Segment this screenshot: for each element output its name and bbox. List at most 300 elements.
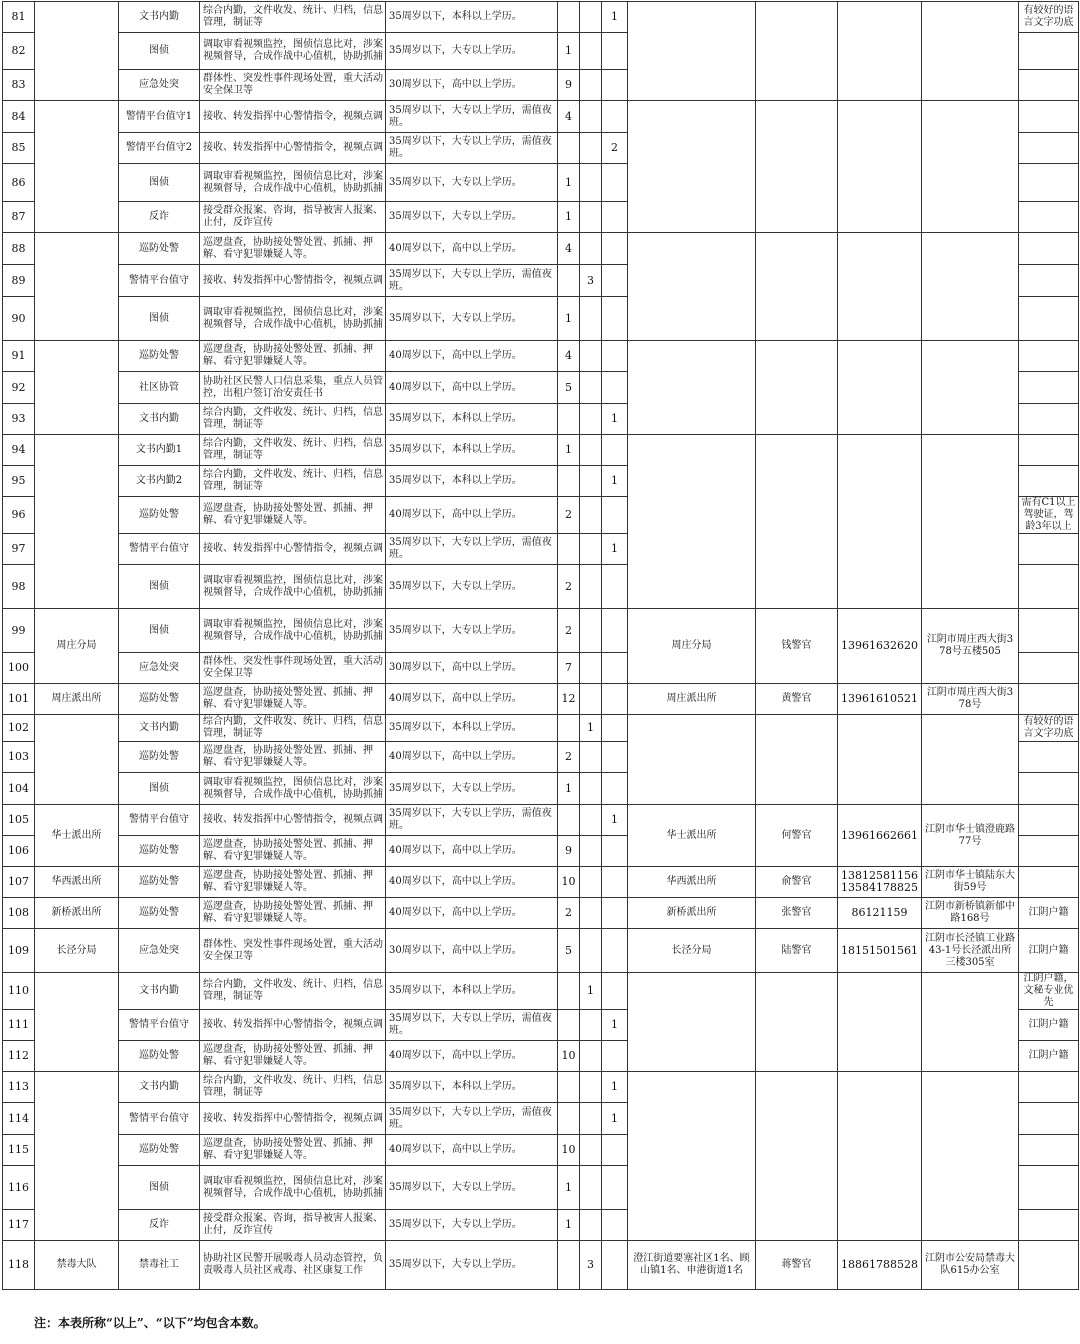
quantity-cell: 5 (558, 929, 580, 973)
post-cell: 警情平台值守 (119, 1103, 200, 1135)
row-number: 103 (3, 742, 35, 773)
phone-cell (838, 101, 922, 233)
requirement-cell: 30周岁以下，高中以上学历。 (386, 929, 558, 973)
requirement-cell: 35周岁以下，大专以上学历，需值夜班。 (386, 534, 558, 565)
quantity-cell: 2 (558, 497, 580, 534)
row-number: 100 (3, 653, 35, 684)
post-cell: 巡防处警 (119, 1041, 200, 1072)
post-cell: 图侦 (119, 1166, 200, 1210)
duty-cell: 群体性、突发性事件现场处置，重大活动安全保卫等 (200, 70, 386, 101)
requirement-cell: 40周岁以下，高中以上学历。 (386, 233, 558, 265)
contact-unit-cell (628, 973, 756, 1072)
officer-cell (756, 973, 838, 1072)
quantity-cell (602, 202, 628, 233)
post-cell: 文书内勤2 (119, 466, 200, 497)
quantity-cell: 2 (602, 133, 628, 164)
quantity-cell (580, 164, 602, 202)
quantity-cell (602, 836, 628, 867)
address-cell (922, 435, 1019, 609)
row-number: 107 (3, 867, 35, 898)
post-cell: 应急处突 (119, 653, 200, 684)
note-cell (1019, 565, 1079, 609)
note-cell (1019, 341, 1079, 372)
row-number: 110 (3, 973, 35, 1010)
quantity-cell (558, 534, 580, 565)
quantity-cell (580, 929, 602, 973)
quantity-cell (602, 33, 628, 70)
post-cell: 警情平台值守 (119, 805, 200, 836)
duty-cell: 群体性、突发性事件现场处置，重大活动安全保卫等 (200, 929, 386, 973)
duty-cell: 调取审看视频监控，图侦信息比对，涉案视频督导，合成作战中心值机，协助抓捕 (200, 1166, 386, 1210)
unit-cell (35, 435, 119, 609)
post-cell: 巡防处警 (119, 341, 200, 372)
quantity-cell: 2 (558, 609, 580, 653)
duty-cell: 接收、转发指挥中心警情指令，视频点调 (200, 805, 386, 836)
requirement-cell: 35周岁以下，大专以上学历。 (386, 297, 558, 341)
unit-cell (35, 1072, 119, 1241)
row-number: 105 (3, 805, 35, 836)
contact-unit-cell: 周庄派出所 (628, 684, 756, 715)
note-cell (1019, 297, 1079, 341)
address-cell: 江阴市公安局禁毒大队615办公室 (922, 1241, 1019, 1290)
quantity-cell (580, 1041, 602, 1072)
quantity-cell: 1 (558, 297, 580, 341)
unit-cell: 华士派出所 (35, 805, 119, 867)
table-row (3, 1072, 1079, 1103)
quantity-cell: 4 (558, 101, 580, 133)
duty-cell: 调取审看视频监控，图侦信息比对，涉案视频督导，合成作战中心值机，协助抓捕 (200, 164, 386, 202)
post-cell: 警情平台值守 (119, 1010, 200, 1041)
officer-cell: 钱警官 (756, 609, 838, 684)
quantity-cell (602, 684, 628, 715)
requirement-cell: 40周岁以下，高中以上学历。 (386, 836, 558, 867)
quantity-cell (580, 805, 602, 836)
note-cell (1019, 1103, 1079, 1135)
phone-cell: 86121159 (838, 898, 922, 929)
quantity-cell (602, 265, 628, 297)
note-cell: 江阴户籍 (1019, 929, 1079, 973)
row-number: 89 (3, 265, 35, 297)
row-number: 104 (3, 773, 35, 805)
table-row (3, 929, 1079, 973)
requirement-cell: 35周岁以下，大专以上学历，需值夜班。 (386, 265, 558, 297)
quantity-cell (558, 805, 580, 836)
contact-unit-cell: 周庄分局 (628, 609, 756, 684)
requirement-cell: 35周岁以下，大专以上学历。 (386, 773, 558, 805)
duty-cell: 综合内勤，文件收发、统计、归档，信息管理，制证等 (200, 2, 386, 33)
note-cell: 需有C1以上驾驶证，驾龄3年以上 (1019, 497, 1079, 534)
quantity-cell: 1 (558, 164, 580, 202)
row-number: 84 (3, 101, 35, 133)
phone-cell (838, 973, 922, 1072)
phone-cell: 13961662661 (838, 805, 922, 867)
quantity-cell (602, 70, 628, 101)
phone-cell (838, 435, 922, 609)
quantity-cell (580, 297, 602, 341)
contact-unit-cell (628, 101, 756, 233)
quantity-cell (602, 898, 628, 929)
note-cell (1019, 466, 1079, 497)
quantity-cell (602, 497, 628, 534)
quantity-cell: 1 (602, 404, 628, 435)
note-cell (1019, 1072, 1079, 1103)
row-number: 93 (3, 404, 35, 435)
quantity-cell (602, 1135, 628, 1166)
row-number: 114 (3, 1103, 35, 1135)
duty-cell: 接收、转发指挥中心警情指令，视频点调 (200, 534, 386, 565)
post-cell: 文书内勤1 (119, 435, 200, 466)
table-row (3, 867, 1079, 898)
quantity-cell (580, 233, 602, 265)
quantity-cell: 1 (558, 33, 580, 70)
row-number: 91 (3, 341, 35, 372)
note-cell (1019, 684, 1079, 715)
quantity-cell (580, 867, 602, 898)
quantity-cell (580, 836, 602, 867)
quantity-cell: 1 (558, 435, 580, 466)
address-cell: 江阴市华士镇陆东大街59号 (922, 867, 1019, 898)
post-cell: 警情平台值守 (119, 534, 200, 565)
requirement-cell: 35周岁以下，大专以上学历。 (386, 609, 558, 653)
post-cell: 巡防处警 (119, 867, 200, 898)
note-cell (1019, 133, 1079, 164)
duty-cell: 调取审看视频监控，图侦信息比对，涉案视频督导，合成作战中心值机，协助抓捕 (200, 609, 386, 653)
quantity-cell: 1 (602, 534, 628, 565)
contact-unit-cell (628, 435, 756, 609)
row-number: 118 (3, 1241, 35, 1290)
row-number: 83 (3, 70, 35, 101)
note-cell: 有较好的语言文字功底 (1019, 2, 1079, 33)
post-cell: 巡防处警 (119, 898, 200, 929)
post-cell: 社区协管 (119, 372, 200, 404)
contact-unit-cell: 新桥派出所 (628, 898, 756, 929)
post-cell: 警情平台值守2 (119, 133, 200, 164)
officer-cell (756, 1072, 838, 1241)
table-body (3, 2, 1079, 1290)
requirement-cell: 40周岁以下，高中以上学历。 (386, 867, 558, 898)
post-cell: 巡防处警 (119, 233, 200, 265)
phone-cell: 18861788528 (838, 1241, 922, 1290)
note-cell (1019, 233, 1079, 265)
note-cell (1019, 653, 1079, 684)
table-row (3, 684, 1079, 715)
duty-cell: 接受群众报案、咨询，指导被害人报案、止付，反诈宣传 (200, 1210, 386, 1241)
unit-cell (35, 2, 119, 101)
row-number: 97 (3, 534, 35, 565)
post-cell: 文书内勤 (119, 715, 200, 742)
quantity-cell: 2 (558, 898, 580, 929)
table-row (3, 1241, 1079, 1290)
address-cell: 江阴市周庄西大街378号 (922, 684, 1019, 715)
duty-cell: 综合内勤，文件收发、统计、归档，信息管理，制证等 (200, 404, 386, 435)
duty-cell: 协助社区民警开展吸毒人员动态管控，负责吸毒人员社区戒毒、社区康复工作 (200, 1241, 386, 1290)
quantity-cell: 1 (558, 773, 580, 805)
post-cell: 反诈 (119, 202, 200, 233)
row-number: 117 (3, 1210, 35, 1241)
requirement-cell: 30周岁以下，高中以上学历。 (386, 653, 558, 684)
note-cell (1019, 742, 1079, 773)
requirement-cell: 35周岁以下，大专以上学历。 (386, 565, 558, 609)
phone-cell (838, 1072, 922, 1241)
contact-unit-cell (628, 2, 756, 101)
table-row (3, 805, 1079, 836)
row-number: 87 (3, 202, 35, 233)
note-cell (1019, 1241, 1079, 1290)
quantity-cell (580, 1135, 602, 1166)
post-cell: 巡防处警 (119, 497, 200, 534)
note-cell (1019, 164, 1079, 202)
quantity-cell: 1 (602, 1010, 628, 1041)
requirement-cell: 40周岁以下，高中以上学历。 (386, 1135, 558, 1166)
address-cell (922, 1072, 1019, 1241)
unit-cell: 长泾分局 (35, 929, 119, 973)
table-row (3, 341, 1079, 372)
quantity-cell (580, 2, 602, 33)
row-number: 109 (3, 929, 35, 973)
quantity-cell: 12 (558, 684, 580, 715)
requirement-cell: 35周岁以下，本科以上学历。 (386, 466, 558, 497)
quantity-cell (558, 1072, 580, 1103)
quantity-cell (558, 265, 580, 297)
phone-cell (838, 715, 922, 805)
row-number: 94 (3, 435, 35, 466)
quantity-cell (580, 898, 602, 929)
phone-cell (838, 233, 922, 341)
contact-unit-cell: 华西派出所 (628, 867, 756, 898)
quantity-cell (602, 929, 628, 973)
address-cell (922, 715, 1019, 805)
row-number: 99 (3, 609, 35, 653)
recruitment-table (2, 1, 1079, 1290)
row-number: 90 (3, 297, 35, 341)
requirement-cell: 35周岁以下，大专以上学历，需值夜班。 (386, 1103, 558, 1135)
post-cell: 图侦 (119, 33, 200, 70)
officer-cell: 何警官 (756, 805, 838, 867)
note-cell (1019, 202, 1079, 233)
officer-cell (756, 715, 838, 805)
unit-cell (35, 101, 119, 233)
quantity-cell: 3 (580, 1241, 602, 1290)
address-cell: 江阴市新桥镇新郁中路168号 (922, 898, 1019, 929)
unit-cell: 新桥派出所 (35, 898, 119, 929)
quantity-cell: 1 (580, 973, 602, 1010)
table-row (3, 609, 1079, 653)
phone-cell (838, 341, 922, 435)
post-cell: 巡防处警 (119, 836, 200, 867)
note-cell (1019, 867, 1079, 898)
quantity-cell: 4 (558, 341, 580, 372)
quantity-cell (580, 404, 602, 435)
duty-cell: 巡逻盘查，协助接处警处置、抓捕、押解、看守犯罪嫌疑人等。 (200, 742, 386, 773)
officer-cell: 张警官 (756, 898, 838, 929)
quantity-cell: 1 (602, 805, 628, 836)
unit-cell: 禁毒大队 (35, 1241, 119, 1290)
quantity-cell: 10 (558, 1135, 580, 1166)
requirement-cell: 35周岁以下，大专以上学历。 (386, 33, 558, 70)
post-cell: 应急处突 (119, 70, 200, 101)
requirement-cell: 35周岁以下，大专以上学历。 (386, 1166, 558, 1210)
quantity-cell (602, 715, 628, 742)
quantity-cell (558, 404, 580, 435)
quantity-cell: 5 (558, 372, 580, 404)
requirement-cell: 40周岁以下，高中以上学历。 (386, 372, 558, 404)
quantity-cell (580, 33, 602, 70)
post-cell: 巡防处警 (119, 742, 200, 773)
duty-cell: 巡逻盘查，协助接处警处置、抓捕、押解、看守犯罪嫌疑人等。 (200, 341, 386, 372)
quantity-cell (580, 565, 602, 609)
quantity-cell: 1 (558, 1210, 580, 1241)
officer-cell (756, 2, 838, 101)
row-number: 112 (3, 1041, 35, 1072)
duty-cell: 巡逻盘查，协助接处警处置、抓捕、押解、看守犯罪嫌疑人等。 (200, 497, 386, 534)
row-number: 116 (3, 1166, 35, 1210)
duty-cell: 巡逻盘查，协助接处警处置、抓捕、押解、看守犯罪嫌疑人等。 (200, 684, 386, 715)
row-number: 98 (3, 565, 35, 609)
duty-cell: 群体性、突发性事件现场处置，重大活动安全保卫等 (200, 653, 386, 684)
quantity-cell (602, 653, 628, 684)
duty-cell: 综合内勤，文件收发、统计、归档，信息管理，制证等 (200, 466, 386, 497)
row-number: 88 (3, 233, 35, 265)
post-cell: 反诈 (119, 1210, 200, 1241)
quantity-cell (602, 435, 628, 466)
requirement-cell: 35周岁以下，大专以上学历，需值夜班。 (386, 101, 558, 133)
requirement-cell: 35周岁以下，本科以上学历。 (386, 435, 558, 466)
requirement-cell: 40周岁以下，高中以上学历。 (386, 341, 558, 372)
requirement-cell: 40周岁以下，高中以上学历。 (386, 1041, 558, 1072)
officer-cell: 蒋警官 (756, 1241, 838, 1290)
note-cell (1019, 101, 1079, 133)
post-cell: 警情平台值守 (119, 265, 200, 297)
officer-cell: 黄警官 (756, 684, 838, 715)
address-cell (922, 233, 1019, 341)
quantity-cell (580, 497, 602, 534)
quantity-cell (602, 372, 628, 404)
quantity-cell (580, 202, 602, 233)
quantity-cell (580, 1072, 602, 1103)
unit-cell: 周庄分局 (35, 609, 119, 684)
footnote: 注：本表所称“以上”、“以下”均包含本数。 (34, 1316, 266, 1330)
officer-cell: 俞警官 (756, 867, 838, 898)
note-cell (1019, 70, 1079, 101)
row-number: 108 (3, 898, 35, 929)
quantity-cell (602, 1041, 628, 1072)
officer-cell (756, 435, 838, 609)
quantity-cell (602, 341, 628, 372)
note-cell (1019, 1135, 1079, 1166)
quantity-cell (602, 609, 628, 653)
quantity-cell (580, 534, 602, 565)
requirement-cell: 35周岁以下，大专以上学历。 (386, 1210, 558, 1241)
quantity-cell (580, 1010, 602, 1041)
address-cell: 江阴市周庄西大街378号五楼505 (922, 609, 1019, 684)
requirement-cell: 40周岁以下，高中以上学历。 (386, 684, 558, 715)
duty-cell: 巡逻盘查，协助接处警处置、抓捕、押解、看守犯罪嫌疑人等。 (200, 233, 386, 265)
unit-cell (35, 341, 119, 435)
quantity-cell (602, 233, 628, 265)
unit-cell: 周庄派出所 (35, 684, 119, 715)
requirement-cell: 35周岁以下，大专以上学历，需值夜班。 (386, 1010, 558, 1041)
duty-cell: 接收、转发指挥中心警情指令，视频点调 (200, 133, 386, 164)
quantity-cell (580, 1210, 602, 1241)
note-cell: 江阴户籍 (1019, 898, 1079, 929)
quantity-cell (558, 133, 580, 164)
row-number: 85 (3, 133, 35, 164)
note-cell: 江阴户籍 (1019, 1041, 1079, 1072)
quantity-cell: 2 (558, 565, 580, 609)
quantity-cell: 9 (558, 70, 580, 101)
row-number: 101 (3, 684, 35, 715)
row-number: 102 (3, 715, 35, 742)
row-number: 81 (3, 2, 35, 33)
unit-cell (35, 233, 119, 341)
requirement-cell: 35周岁以下，本科以上学历。 (386, 2, 558, 33)
note-cell (1019, 404, 1079, 435)
quantity-cell (602, 973, 628, 1010)
note-cell (1019, 265, 1079, 297)
note-cell (1019, 372, 1079, 404)
quantity-cell (558, 715, 580, 742)
quantity-cell: 3 (580, 265, 602, 297)
duty-cell: 接收、转发指挥中心警情指令，视频点调 (200, 265, 386, 297)
requirement-cell: 35周岁以下，大专以上学历。 (386, 1241, 558, 1290)
post-cell: 文书内勤 (119, 973, 200, 1010)
post-cell: 图侦 (119, 565, 200, 609)
officer-cell (756, 341, 838, 435)
post-cell: 图侦 (119, 297, 200, 341)
row-number: 95 (3, 466, 35, 497)
quantity-cell (602, 565, 628, 609)
quantity-cell (580, 742, 602, 773)
duty-cell: 综合内勤，文件收发、统计、归档，信息管理，制证等 (200, 715, 386, 742)
quantity-cell (558, 973, 580, 1010)
note-cell (1019, 534, 1079, 565)
duty-cell: 调取审看视频监控，图侦信息比对，涉案视频督导，合成作战中心值机，协助抓捕 (200, 33, 386, 70)
requirement-cell: 30周岁以下，高中以上学历。 (386, 70, 558, 101)
duty-cell: 协助社区民警人口信息采集，重点人员管控，出租户签订治安责任书 (200, 372, 386, 404)
quantity-cell (580, 1166, 602, 1210)
contact-unit-cell (628, 715, 756, 805)
post-cell: 文书内勤 (119, 404, 200, 435)
officer-cell (756, 101, 838, 233)
post-cell: 应急处突 (119, 929, 200, 973)
table-row (3, 973, 1079, 1010)
table-row (3, 435, 1079, 466)
phone-cell: 13961610521 (838, 684, 922, 715)
post-cell: 巡防处警 (119, 1135, 200, 1166)
requirement-cell: 35周岁以下，本科以上学历。 (386, 715, 558, 742)
table-row (3, 2, 1079, 33)
quantity-cell (602, 297, 628, 341)
duty-cell: 综合内勤，文件收发、统计、归档，信息管理，制证等 (200, 1072, 386, 1103)
address-cell: 江阴市华士镇澄鹿路77号 (922, 805, 1019, 867)
duty-cell: 巡逻盘查，协助接处警处置、抓捕、押解、看守犯罪嫌疑人等。 (200, 867, 386, 898)
quantity-cell (580, 609, 602, 653)
quantity-cell (558, 1103, 580, 1135)
requirement-cell: 40周岁以下，高中以上学历。 (386, 742, 558, 773)
quantity-cell (602, 1166, 628, 1210)
officer-cell (756, 233, 838, 341)
quantity-cell (580, 653, 602, 684)
table-row (3, 898, 1079, 929)
quantity-cell (558, 1010, 580, 1041)
requirement-cell: 35周岁以下，大专以上学历，需值夜班。 (386, 133, 558, 164)
note-cell (1019, 1166, 1079, 1210)
note-cell (1019, 1210, 1079, 1241)
quantity-cell (580, 101, 602, 133)
quantity-cell: 10 (558, 1041, 580, 1072)
duty-cell: 调取审看视频监控，图侦信息比对，涉案视频督导，合成作战中心值机，协助抓捕 (200, 565, 386, 609)
quantity-cell (580, 70, 602, 101)
